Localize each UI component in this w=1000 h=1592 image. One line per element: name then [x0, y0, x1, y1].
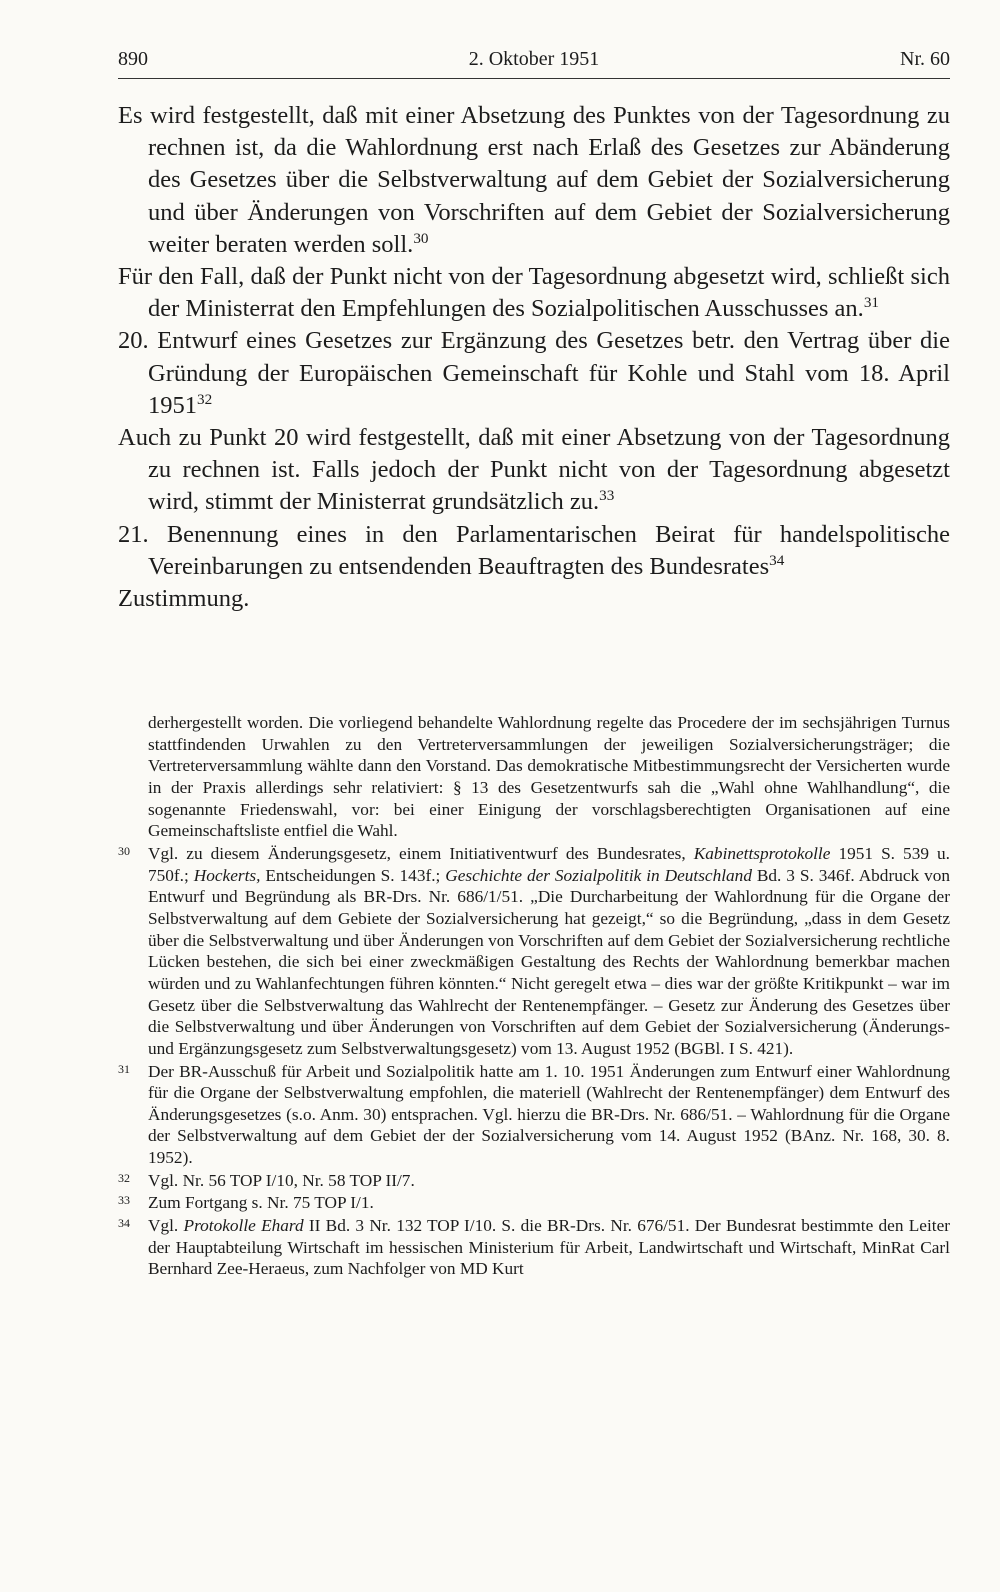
footnote-number: 34 — [118, 1216, 130, 1231]
document-number: Nr. 60 — [900, 48, 950, 70]
page-number: 890 — [118, 48, 148, 70]
footnote-32: 32 Vgl. Nr. 56 TOP I/10, Nr. 58 TOP II/7. — [118, 1170, 415, 1190]
footnote-ref-33[interactable]: 33 — [599, 487, 615, 505]
footnote-number: 33 — [118, 1193, 130, 1208]
footnote-number: 31 — [118, 1061, 130, 1076]
footnote-33: 33 Zum Fortgang s. Nr. 75 TOP I/1. — [118, 1193, 374, 1213]
footnote-ref-30[interactable]: 30 — [413, 229, 429, 247]
footnote-continuation: derhergestellt worden. Die vorliegend behandelte Wahlordnung regelte das Procedere der im sechsjährigen Turnus stattfindenden Urwahlen zu den Vertreterversammlungen der jeweiligen Sozialversicherungsträger; die Vertreterversammlung wählte dann den Vorstand. Das demokratische Mitbestimmungsrecht der Versicherten wurde in der Praxis allerdings sehr relativiert: § 13 des Gesetzentwurfs sah die „Wahl ohne Wahlhandlung“, die sogenannte Friedenswahl, vor: bei einer Einigung der vorschlagsberechtigten Organisationen auf eine Gemeinschaftsliste entfiel die Wahl. — [148, 713, 950, 841]
paragraph-item19-finding: Es wird festgestellt, daß mit einer Absetzung des Punktes von der Tagesordnung zu rechnen ist, da die Wahlordnung erst nach Erlaß des Gesetzes zur Abänderung des Gesetzes über die Selbstverwaltung auf dem Gebiet der Sozialversicherung und über Änderungen von Vorschriften auf dem Gebiet der Sozialversicherung weiter beraten werden soll.$^{30}$ — [118, 102, 950, 258]
footnote-number: 32 — [118, 1170, 130, 1185]
running-header — [118, 46, 950, 79]
paragraph-item20-decision: Auch zu Punkt 20 wird festgestellt, daß mit einer Absetzung von der Tagesordnung zu rechnen ist. Falls jedoch der Punkt nicht von der Tagesordnung abgesetzt wird, stimmt der Ministerrat grundsätzlich zu.$^{33}$ — [118, 424, 950, 516]
footnotes — [118, 712, 950, 1280]
footnote-34: 34 Vgl. Protokolle Ehard II Bd. 3 Nr. 132 TOP I/10. S. die BR-Drs. Nr. 676/51. Der Bundesrat bestimmte den Leiter der Hauptabteilung Wirtschaft im hessischen Ministerium für Arbeit, Landwirtschaft und Wirtschaft, MinRat Carl Bernhard Zee-Heraeus, zum Nachfolger von MD Kurt — [118, 1216, 950, 1279]
footnote-30: 30 Vgl. zu diesem Änderungsgesetz, einem Initiativentwurf des Bundesrates, Kabinettsprotokolle 1951 S. 539 u. 750f.; Hockerts, Entscheidungen S. 143f.; Geschichte der Sozialpolitik in Deutschland Bd. 3 S. 346f. Abdruck von Entwurf und Begründung als BR-Drs. Nr. 686/1/51. „Die Durcharbeitung der Wahlordnung für die Organe der Selbstverwaltung auf dem Gebiete der Sozialversicherung hat gezeigt,“ so die Begründung, „dass in dem Gesetz über die Selbstverwaltung und über Änderungen von Vorschriften auf dem Gebiet der Sozialversicherung rechtliche Lücken bestehen, die sich bei einer zweckmäßigen Gestaltung des Rechts der Wahlordnung bemerkbar machen würden und zu Wahlanfechtungen führen könnten.“ Nicht geregelt etwa – dies war der größte Kritikpunkt – war im Gesetz über die Selbstverwaltung das Wahlrecht der Rentenempfänger. – Gesetz zur Änderung des Gesetzes über die Selbstverwaltung und über Änderungen von Vorschriften auf dem Gebiet der Sozialversicherung (Änderungs- und Ergänzungsgesetz zum Selbstverwaltungsgesetz) vom 13. August 1952 (BGBl. I S. 421). — [118, 843, 951, 1058]
footnote-31: 31 Der BR-Ausschuß für Arbeit und Sozialpolitik hatte am 1. 10. 1951 Änderungen zum Entwurf einer Wahlordnung für die Organe der Selbstverwaltung empfohlen, die materiell (Wahlrecht der Rentenempfänger) dem Entwurf des Änderungsgesetzes (s.o. Anm. 30) entsprachen. Vgl. hierzu die BR-Drs. Nr. 686/51. – Wahlordnung für die Organe der Selbstverwaltung auf dem Gebiet der der Sozialversicherung vom 14. August 1952 (BAnz. Nr. 168, 30. 8. 1952). — [118, 1061, 950, 1168]
paragraph-item21-decision: Zustimmung. — [118, 585, 250, 613]
footnote-number: 30 — [118, 843, 130, 858]
footnote-ref-31[interactable]: 31 — [863, 294, 879, 312]
footnote-ref-34[interactable]: 34 — [769, 551, 785, 569]
agenda-item-21-heading: 21. Benennung eines in den Parlamentarischen Beirat für handelspolitische Vereinbarungen zu entsendenden Beauftragten des Bundesrates$^{34}$ — [118, 520, 950, 580]
main-text — [118, 100, 950, 615]
footnote-ref-32[interactable]: 32 — [197, 390, 213, 408]
paragraph-item19-recommendation: Für den Fall, daß der Punkt nicht von der Tagesordnung abgesetzt wird, schließt sich der Ministerrat den Empfehlungen des Sozialpolitischen Ausschusses an.$^{31}$ — [118, 263, 950, 323]
agenda-item-20-heading: 20. Entwurf eines Gesetzes zur Ergänzung des Gesetzes betr. den Vertrag über die Gründung der Europäischen Gemeinschaft für Kohle und Stahl vom 18. April 1951$^{32}$ — [118, 327, 950, 419]
header-date: 2. Oktober 1951 — [468, 48, 600, 70]
